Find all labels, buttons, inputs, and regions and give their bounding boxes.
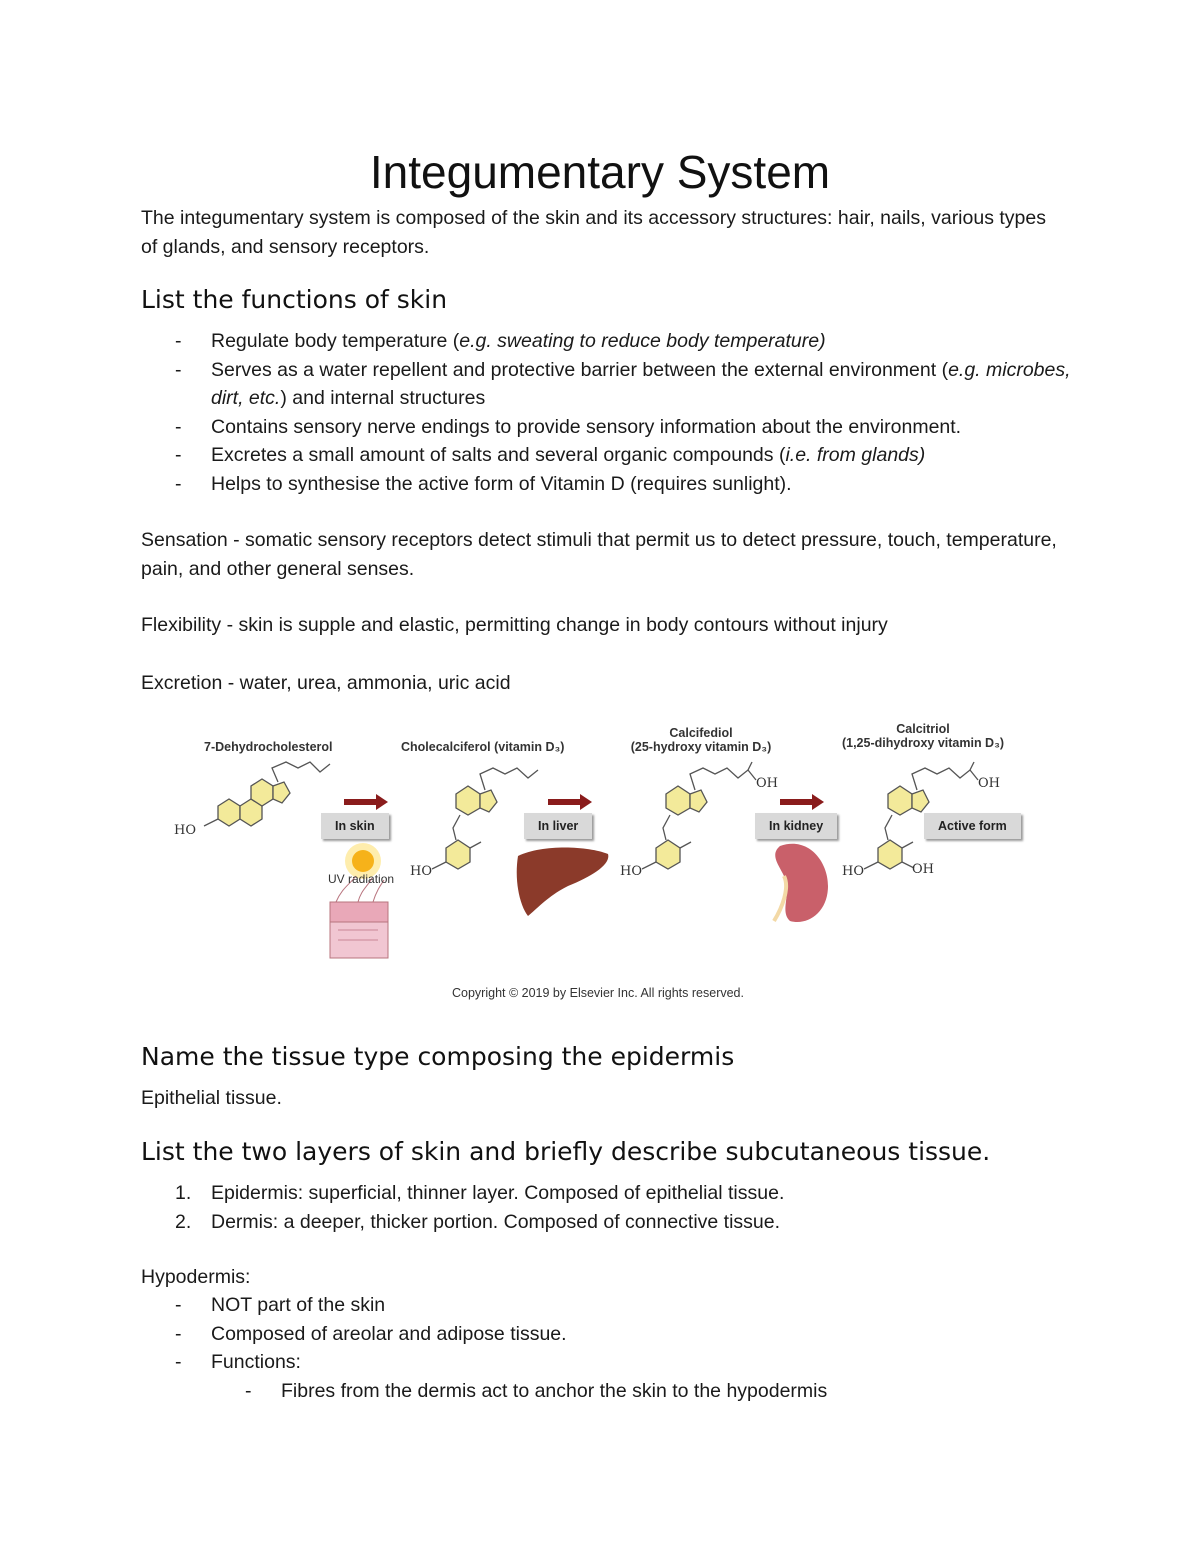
pathway-arrows: [344, 794, 824, 810]
ho-label: HO: [174, 823, 196, 838]
calcitriol-name: Calcitriol: [896, 722, 950, 736]
uv-radiation-label: UV radiation: [328, 872, 395, 886]
list-item: - Helps to synthesise the active form of Vitamin D (requires sunlight).: [141, 470, 1081, 499]
vitamin-d-diagram: [168, 716, 1028, 1016]
list-item: - NOT part of the skin: [141, 1291, 1081, 1320]
epidermis-answer: Epithelial tissue.: [141, 1087, 282, 1109]
hypodermis-list: [141, 1291, 1081, 1377]
cholecalciferol-structure: [432, 768, 538, 869]
step-in-skin: In skin: [321, 813, 389, 839]
calcifediol-name: Calcifediol: [669, 726, 733, 740]
layers-heading: List the two layers of skin and briefly describe subcutaneous tissue.: [141, 1137, 991, 1166]
page-title: Integumentary System: [369, 146, 831, 198]
excretion-paragraph: Excretion - water, urea, ammonia, uric acid: [141, 672, 511, 694]
list-item: - Composed of areolar and adipose tissue.: [141, 1320, 1081, 1349]
list-item: 1. Epidermis: superficial, thinner layer. Composed of epithelial tissue.: [175, 1182, 785, 1204]
label-cholecalciferol: Cholecalciferol (vitamin D₃): [401, 740, 565, 754]
oh-label: OH: [756, 776, 778, 791]
epidermis-heading: Name the tissue type composing the epidermis: [141, 1042, 735, 1071]
skin-layers-icon: [330, 876, 388, 958]
functions-list: [141, 327, 1081, 498]
ho-label: HO: [842, 864, 864, 879]
sensation-paragraph: Sensation - somatic sensory receptors detect stimuli that permit us to detect pressure, touch, temperature, pain, and other general senses.: [141, 529, 1057, 580]
list-item: - Contains sensory nerve endings to provide sensory information about the environment.: [141, 413, 1081, 442]
label-calcifediol: [626, 726, 776, 754]
layers-list: [141, 1179, 1081, 1236]
ho-label: HO: [620, 864, 642, 879]
flexibility-paragraph: Flexibility - skin is supple and elastic, permitting change in body contours without injury: [141, 614, 888, 636]
calcifediol-sub: (25-hydroxy vitamin D₃): [630, 740, 772, 754]
calcifediol-structure: [642, 762, 756, 869]
ho-label: HO: [410, 864, 432, 879]
vitamin-d-pathway-figure: [168, 716, 1028, 986]
list-item: - Functions:: [141, 1348, 1081, 1377]
arrow-right-icon: [344, 794, 388, 810]
intro-paragraph: The integumentary system is composed of the skin and its accessory structures: hair, nails, various types of glands, and sensory receptors.: [141, 207, 1046, 258]
diagram-copyright: Copyright © 2019 by Elsevier Inc. All rights reserved.: [452, 986, 744, 1000]
arrow-right-icon: [780, 794, 824, 810]
list-item: - Serves as a water repellent and protective barrier between the external environment (e.g. microbes, dirt, etc.) and internal structures: [141, 356, 1081, 413]
list-item: - Regulate body temperature (e.g. sweating to reduce body temperature): [141, 327, 1081, 356]
list-item: - Fibres from the dermis act to anchor the skin to the hypodermis: [211, 1377, 1081, 1406]
list-item: 2. Dermis: a deeper, thicker portion. Composed of connective tissue.: [175, 1210, 781, 1233]
hypodermis-label: Hypodermis:: [141, 1266, 251, 1288]
oh-label: OH: [978, 776, 1000, 791]
kidney-icon: [774, 844, 828, 922]
step-in-liver: In liver: [524, 813, 592, 839]
functions-heading: List the functions of skin: [141, 285, 448, 314]
dehydrocholesterol-structure: [204, 762, 330, 826]
label-calcitriol: [838, 722, 1008, 750]
arrow-right-icon: [548, 794, 592, 810]
calcitriol-sub: (1,25-dihydroxy vitamin D₃): [841, 736, 1005, 750]
oh-label: OH: [912, 862, 934, 877]
liver-icon: [517, 848, 609, 917]
label-dehydrocholesterol: 7-Dehydrocholesterol: [204, 740, 333, 754]
hypodermis-sublist: [211, 1377, 1081, 1406]
step-active-form: Active form: [924, 813, 1021, 839]
list-item: - Excretes a small amount of salts and several organic compounds (i.e. from glands): [141, 441, 1081, 470]
step-in-kidney: In kidney: [755, 813, 837, 839]
